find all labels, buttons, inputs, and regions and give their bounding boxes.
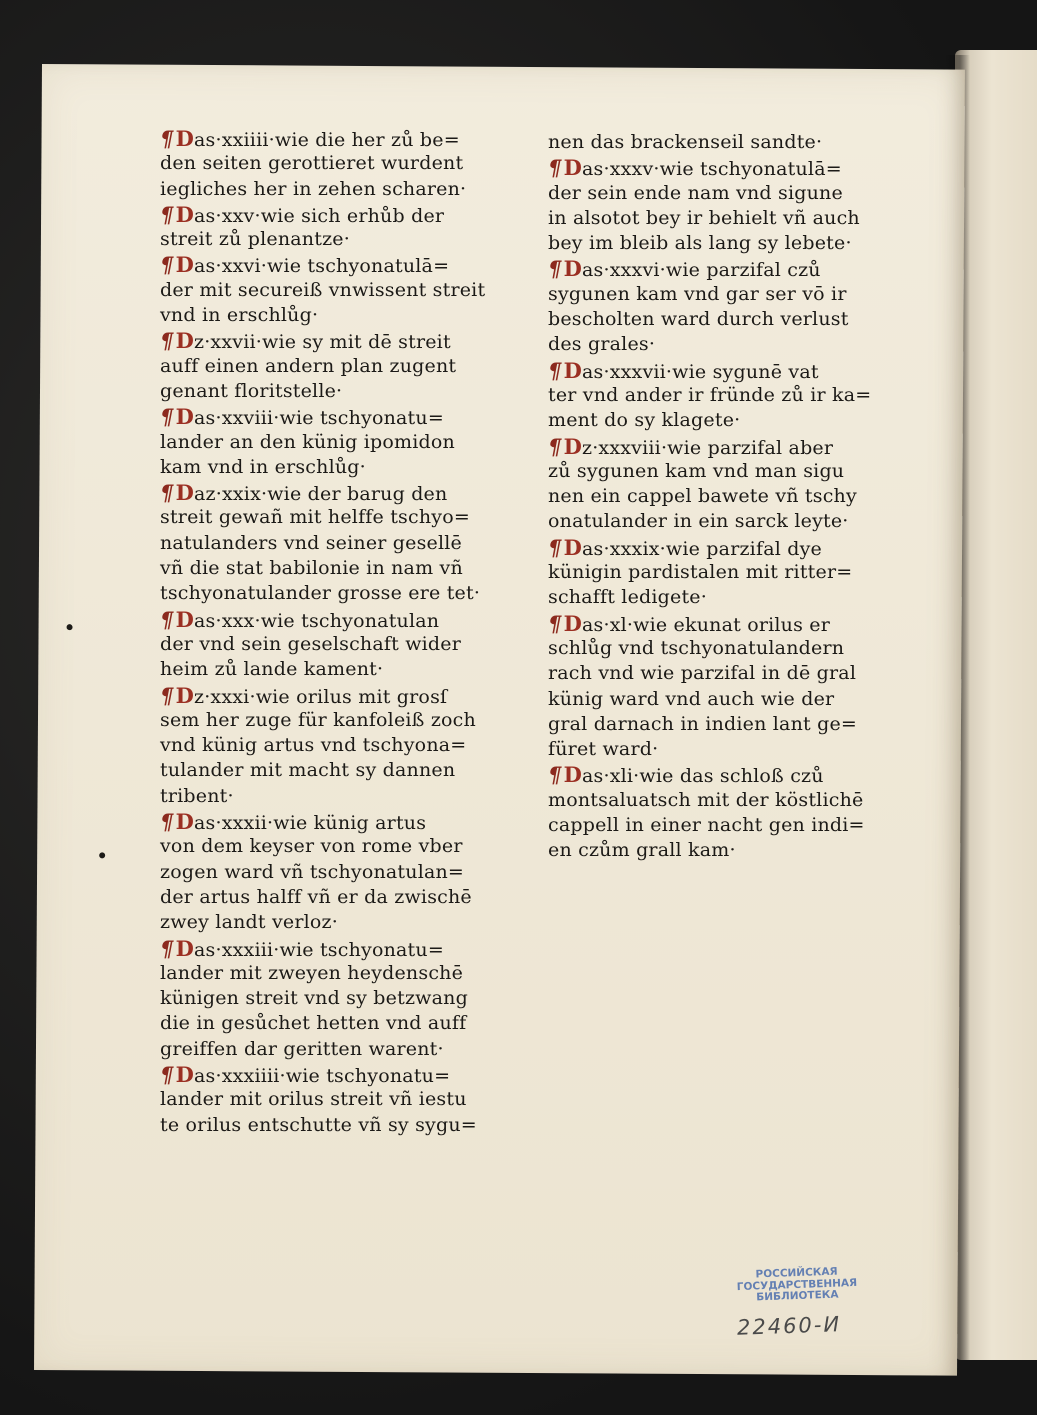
line-text: az·xxix·wie der barug den bbox=[193, 483, 448, 506]
text-line bbox=[160, 961, 500, 986]
line-text: te orilus entschutte vñ sy sygu= bbox=[160, 1113, 477, 1136]
text-line bbox=[548, 636, 888, 661]
rubricated-initial: D bbox=[175, 252, 194, 278]
line-text: z·xxxi·wie orilus mit grosſ bbox=[193, 685, 448, 708]
text-line bbox=[160, 1087, 500, 1112]
library-stamp bbox=[726, 1266, 867, 1305]
text-line bbox=[160, 885, 500, 910]
text-line bbox=[160, 834, 500, 859]
rubric-paragraph-mark: ¶ bbox=[160, 480, 174, 506]
line-text: zů sygunen kam vnd man sigu bbox=[548, 459, 845, 482]
text-line bbox=[160, 151, 500, 176]
line-text: rach vnd wie parzifal in dē gral bbox=[548, 662, 857, 685]
text-line bbox=[548, 459, 888, 484]
chapter-heading-line bbox=[160, 252, 500, 277]
rubric-paragraph-mark: ¶ bbox=[548, 610, 562, 636]
chapter-heading-line bbox=[160, 328, 500, 353]
rubric-paragraph-mark: ¶ bbox=[548, 357, 562, 383]
line-text: as·xl·wie ekunat orilus er bbox=[581, 613, 831, 636]
line-text: streit zů plenantze· bbox=[160, 228, 350, 251]
line-text: tschyonatulander grosse ere tet· bbox=[160, 582, 481, 605]
text-line bbox=[548, 509, 888, 534]
text-line bbox=[548, 712, 888, 737]
rubricated-initial: D bbox=[563, 256, 582, 282]
line-text: as·xxxii·wie künig artus bbox=[193, 812, 427, 835]
text-line bbox=[160, 1037, 500, 1062]
text-line bbox=[160, 354, 500, 379]
line-text: as·xxv·wie sich erhůb der bbox=[193, 204, 445, 227]
text-line bbox=[160, 531, 500, 556]
line-text: künigin pardistalen mit ritter= bbox=[548, 561, 853, 584]
chapter-heading-line bbox=[548, 762, 888, 787]
rubric-paragraph-mark: ¶ bbox=[548, 256, 562, 282]
line-text: von dem keyser von rome vber bbox=[160, 835, 463, 858]
line-text: en czům grall kam· bbox=[548, 839, 736, 862]
right-text-column bbox=[548, 130, 888, 864]
text-line bbox=[548, 813, 888, 838]
left-text-column bbox=[160, 126, 500, 1138]
text-line bbox=[160, 581, 500, 606]
chapter-heading-line bbox=[160, 202, 500, 227]
rubricated-initial: D bbox=[175, 328, 194, 354]
text-line bbox=[160, 455, 500, 480]
line-text: vnd in erschlůg· bbox=[160, 304, 319, 327]
rubricated-initial: D bbox=[175, 606, 194, 632]
text-line bbox=[160, 303, 500, 328]
line-text: zogen ward vñ tschyonatulan= bbox=[160, 860, 465, 883]
line-text: künigen streit vnd sy betzwang bbox=[160, 987, 468, 1010]
line-text: as·xxxix·wie parzifal dye bbox=[581, 537, 822, 560]
rubric-paragraph-mark: ¶ bbox=[160, 606, 174, 632]
chapter-heading-line bbox=[548, 535, 888, 560]
text-line bbox=[160, 632, 500, 657]
stamp-line: БИБЛИОТЕКА bbox=[756, 1288, 839, 1304]
line-text: onatulander in ein sarck leyte· bbox=[548, 510, 849, 533]
chapter-heading-line bbox=[160, 126, 500, 151]
line-text: lander mit zweyen heydenschē bbox=[160, 961, 464, 984]
stamp-line: ГОСУДАРСТВЕННАЯ bbox=[736, 1276, 858, 1293]
chapter-heading-line bbox=[160, 480, 500, 505]
text-line bbox=[548, 687, 888, 712]
binding-hole-mark bbox=[99, 852, 105, 858]
line-text: z·xxxviii·wie parzifal aber bbox=[581, 436, 834, 459]
text-line bbox=[160, 1113, 500, 1138]
chapter-heading-line bbox=[548, 434, 888, 459]
rubricated-initial: D bbox=[563, 357, 582, 383]
text-line bbox=[548, 181, 888, 206]
line-text: nen ein cappel bawete vñ tschy bbox=[548, 485, 857, 508]
rubric-paragraph-mark: ¶ bbox=[160, 682, 174, 708]
chapter-heading-line bbox=[548, 155, 888, 180]
rubricated-initial: D bbox=[563, 155, 582, 181]
line-text: as·xli·wie das schloß czů bbox=[581, 765, 824, 788]
text-line bbox=[548, 484, 888, 509]
line-text: die in gesůchet hetten vnd auff bbox=[160, 1012, 467, 1035]
line-text: schafft ledigete· bbox=[548, 586, 707, 609]
text-line bbox=[160, 1011, 500, 1036]
line-text: as·xxxiii·wie tschyonatu= bbox=[193, 938, 444, 961]
rubric-paragraph-mark: ¶ bbox=[160, 328, 174, 354]
rubric-paragraph-mark: ¶ bbox=[160, 252, 174, 278]
line-text: ter vnd ander ir fründe zů ir ka= bbox=[548, 383, 872, 406]
text-line bbox=[548, 788, 888, 813]
rubric-paragraph-mark: ¶ bbox=[160, 809, 174, 835]
line-text: as·xxx·wie tschyonatulan bbox=[193, 609, 440, 632]
line-text: auff einen andern plan zugent bbox=[160, 354, 457, 377]
line-text: des grales· bbox=[548, 333, 656, 356]
line-text: künig ward vnd auch wie der bbox=[548, 687, 835, 710]
rubricated-initial: D bbox=[563, 610, 582, 636]
line-text: der vnd sein geselschaft wider bbox=[160, 632, 462, 655]
text-line bbox=[548, 661, 888, 686]
rubric-paragraph-mark: ¶ bbox=[548, 433, 562, 459]
text-line bbox=[548, 332, 888, 357]
binding-hole-mark bbox=[67, 624, 73, 630]
line-text: genant floritstelle· bbox=[160, 379, 343, 402]
line-text: bescholten ward durch verlust bbox=[548, 308, 849, 331]
line-text: tribent· bbox=[160, 784, 234, 807]
text-line bbox=[160, 556, 500, 581]
text-line bbox=[160, 910, 500, 935]
line-text: streit gewañ mit helffe tschyo= bbox=[160, 506, 470, 529]
line-text: lander an den künig ipomidon bbox=[160, 430, 455, 453]
rubric-paragraph-mark: ¶ bbox=[548, 534, 562, 560]
line-text: montsaluatsch mit der köstlichē bbox=[548, 788, 864, 811]
chapter-heading-line bbox=[160, 607, 500, 632]
shelfmark: 22460-И bbox=[736, 1312, 842, 1340]
line-text: der artus halff vñ er da zwischē bbox=[160, 885, 472, 908]
line-text: natulanders vnd seiner gesellē bbox=[160, 531, 463, 554]
chapter-heading-line bbox=[160, 404, 500, 429]
rubricated-initial: D bbox=[175, 404, 194, 430]
rubricated-initial: D bbox=[563, 534, 582, 560]
text-line bbox=[160, 177, 500, 202]
text-line bbox=[160, 708, 500, 733]
text-line bbox=[160, 278, 500, 303]
text-line bbox=[160, 379, 500, 404]
line-text: lander mit orilus streit vñ iestu bbox=[160, 1088, 467, 1111]
line-text: as·xxxvii·wie sygunē vat bbox=[581, 360, 819, 383]
line-text: heim zů lande kament· bbox=[160, 658, 384, 681]
line-text: as·xxviii·wie tschyonatu= bbox=[193, 407, 444, 430]
chapter-heading-line bbox=[160, 683, 500, 708]
text-line bbox=[160, 505, 500, 530]
rubric-paragraph-mark: ¶ bbox=[160, 201, 174, 227]
text-line bbox=[548, 737, 888, 762]
rubricated-initial: D bbox=[175, 480, 194, 506]
rubricated-initial: D bbox=[175, 809, 194, 835]
text-line bbox=[548, 838, 888, 863]
text-line bbox=[160, 860, 500, 885]
text-line bbox=[160, 227, 500, 252]
line-text: bey im bleib als lang sy lebete· bbox=[548, 232, 852, 255]
line-text: as·xxiiii·wie die her zů be= bbox=[193, 129, 460, 151]
chapter-heading-line bbox=[160, 1062, 500, 1087]
line-text: gral darnach in indien lant ge= bbox=[548, 712, 858, 735]
text-line bbox=[160, 986, 500, 1011]
chapter-heading-line bbox=[548, 611, 888, 636]
rubricated-initial: D bbox=[563, 433, 582, 459]
rubric-paragraph-mark: ¶ bbox=[160, 126, 174, 151]
line-text: vñ die stat babilonie in nam vñ bbox=[160, 557, 463, 580]
text-line bbox=[548, 560, 888, 585]
line-text: den seiten gerottieret wurdent bbox=[160, 152, 464, 175]
line-text: tulander mit macht sy dannen bbox=[160, 759, 456, 782]
rubricated-initial: D bbox=[175, 682, 194, 708]
rubric-paragraph-mark: ¶ bbox=[548, 155, 562, 181]
stamp-line: РОССИЙСКАЯ bbox=[755, 1265, 838, 1281]
rubric-paragraph-mark: ¶ bbox=[160, 935, 174, 961]
rubricated-initial: D bbox=[175, 201, 194, 227]
rubricated-initial: D bbox=[563, 762, 582, 788]
chapter-heading-line bbox=[160, 936, 500, 961]
rubricated-initial: D bbox=[175, 935, 194, 961]
line-text: cappell in einer nacht gen indi= bbox=[548, 814, 865, 837]
chapter-heading-line bbox=[548, 358, 888, 383]
text-line bbox=[548, 585, 888, 610]
line-text: nen das brackenseil sandte· bbox=[548, 131, 823, 153]
text-line bbox=[548, 231, 888, 256]
rubric-paragraph-mark: ¶ bbox=[548, 762, 562, 788]
line-text: kam vnd in erschlůg· bbox=[160, 455, 366, 478]
text-line bbox=[160, 784, 500, 809]
line-text: iegliches her in zehen scharen· bbox=[160, 177, 467, 200]
line-text: as·xxvi·wie tschyonatulā= bbox=[193, 255, 450, 278]
line-text: der mit secureiß vnwissent streit bbox=[160, 278, 486, 301]
text-line bbox=[548, 282, 888, 307]
text-line bbox=[548, 383, 888, 408]
text-line bbox=[548, 206, 888, 231]
text-line bbox=[548, 130, 888, 155]
line-text: sem her zuge für kanfoleiß zoch bbox=[160, 708, 476, 731]
line-text: der sein ende nam vnd sigune bbox=[548, 181, 843, 204]
line-text: as·xxxiiii·wie tschyonatu= bbox=[193, 1064, 451, 1087]
text-line bbox=[548, 307, 888, 332]
line-text: as·xxxv·wie tschyonatulā= bbox=[581, 158, 842, 181]
text-line bbox=[548, 408, 888, 433]
line-text: greiffen dar geritten warent· bbox=[160, 1037, 444, 1060]
text-line bbox=[160, 657, 500, 682]
line-text: zwey landt verloz· bbox=[160, 911, 338, 934]
chapter-heading-line bbox=[548, 256, 888, 281]
line-text: sygunen kam vnd gar ser vō ir bbox=[548, 282, 847, 305]
line-text: ment do sy klagete· bbox=[548, 409, 741, 432]
line-text: in alsotot bey ir behielt vñ auch bbox=[548, 206, 860, 229]
rubric-paragraph-mark: ¶ bbox=[160, 404, 174, 430]
text-line bbox=[160, 733, 500, 758]
line-text: z·xxvii·wie sy mit dē streit bbox=[193, 331, 451, 354]
line-text: füret ward· bbox=[548, 738, 659, 761]
line-text: as·xxxvi·wie parzifal czů bbox=[581, 259, 821, 282]
line-text: vnd künig artus vnd tschyona= bbox=[160, 734, 467, 757]
rubricated-initial: D bbox=[175, 126, 194, 151]
line-text: schlůg vnd tschyonatulandern bbox=[548, 636, 845, 659]
rubricated-initial: D bbox=[175, 1061, 194, 1087]
text-line bbox=[160, 758, 500, 783]
rubric-paragraph-mark: ¶ bbox=[160, 1061, 174, 1087]
chapter-heading-line bbox=[160, 809, 500, 834]
text-line bbox=[160, 430, 500, 455]
